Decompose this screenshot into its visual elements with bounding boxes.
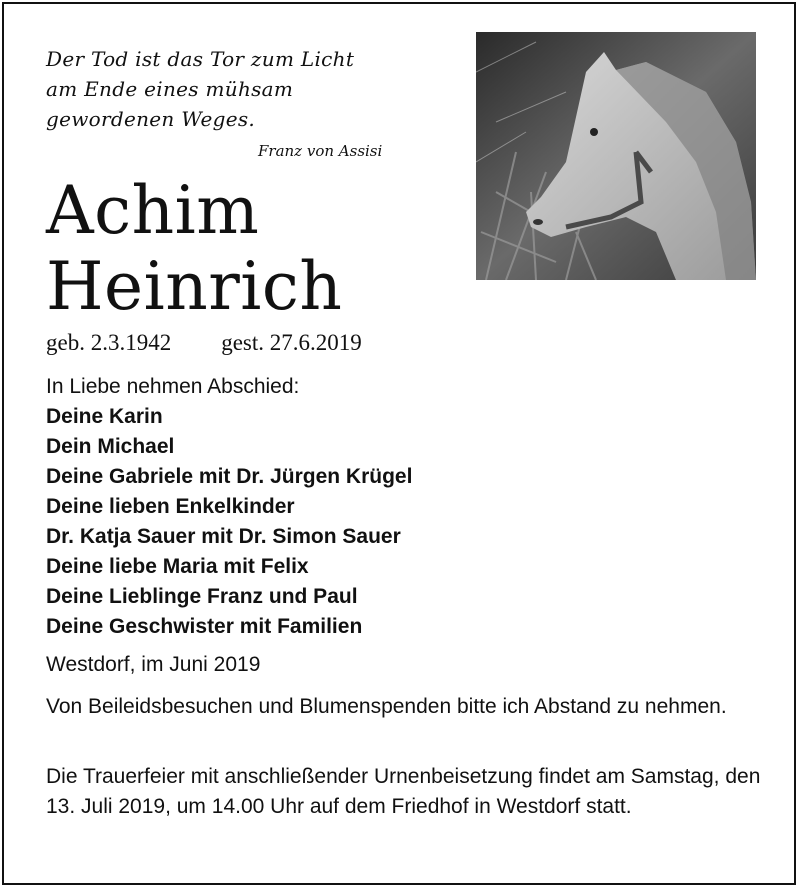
mourners-list xyxy=(46,402,766,642)
quote-line: gewordenen Weges. xyxy=(46,107,256,131)
mourner: Deine Gabriele mit Dr. Jürgen Krügel xyxy=(46,465,413,488)
farewell-intro: In Liebe nehmen Abschied: xyxy=(46,375,300,398)
quote xyxy=(46,44,446,134)
mourner: Deine Karin xyxy=(46,405,163,428)
mourner: Dr. Katja Sauer mit Dr. Simon Sauer xyxy=(46,525,401,548)
quote-line: Der Tod ist das Tor zum Licht xyxy=(46,47,355,71)
mourner: Deine Geschwister mit Familien xyxy=(46,615,363,638)
mourner: Deine lieben Enkelkinder xyxy=(46,495,295,518)
quote-author: Franz von Assisi xyxy=(258,142,383,160)
place-date: Westdorf, im Juni 2019 xyxy=(46,653,261,676)
deceased-last-name: Heinrich xyxy=(46,248,343,325)
death-date: gest. 27.6.2019 xyxy=(221,330,362,355)
birth-date: geb. 2.3.1942 xyxy=(46,330,172,355)
mourner: Dein Michael xyxy=(46,435,175,458)
quote-line: am Ende eines mühsam xyxy=(46,77,294,101)
mourner: Deine liebe Maria mit Felix xyxy=(46,555,309,578)
ceremony-info: Die Trauerfeier mit anschließender Urnenbeisetzung findet am Samstag, den 13. Juli 2019, um 14.00 Uhr auf dem Friedhof in Westdorf statt. xyxy=(46,765,761,818)
deceased-first-name: Achim xyxy=(46,172,260,249)
mourner: Deine Lieblinge Franz und Paul xyxy=(46,585,358,608)
life-dates xyxy=(46,330,362,356)
condolence-request: Von Beileidsbesuchen und Blumenspenden bitte ich Abstand zu nehmen. xyxy=(46,695,727,718)
